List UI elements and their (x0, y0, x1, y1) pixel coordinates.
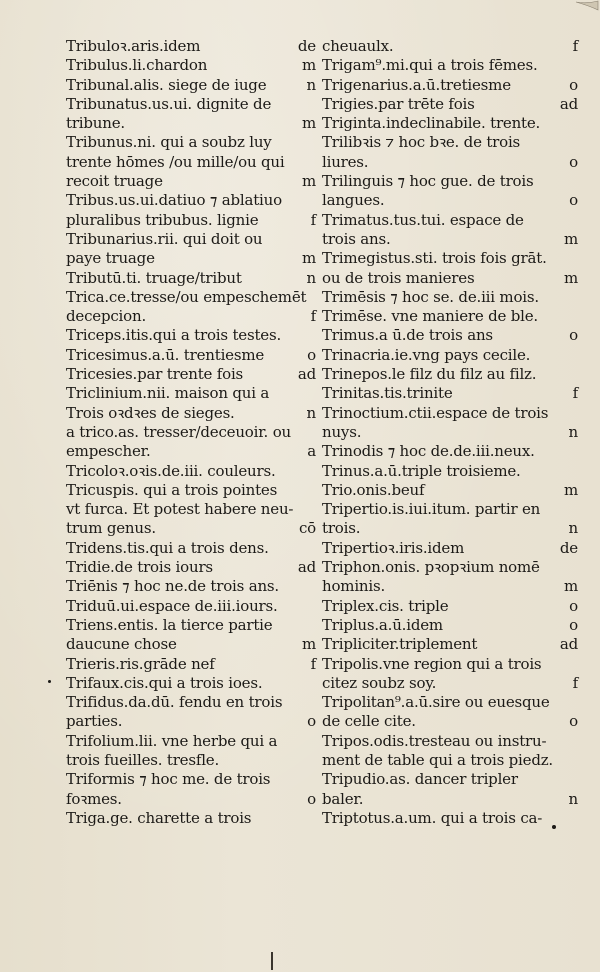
dictionary-line (322, 95, 578, 114)
entry-text: Triplex.cis. triple (322, 596, 449, 615)
entry-text: Tripliciter.triplement (322, 635, 478, 654)
dictionary-line (66, 76, 316, 95)
entry-text: Trinoctium.ctii.espace de trois (322, 403, 549, 422)
dictionary-line (322, 346, 578, 365)
entry-text: Tricoloꝛ.oꝛis.de.iii. couleurs. (66, 461, 276, 480)
dictionary-line (66, 153, 316, 172)
entry-text: Trifidus.da.dū. fendu en trois (66, 693, 283, 712)
entry-text: nuys. (322, 422, 362, 441)
grammar-mark: f (572, 384, 578, 403)
entry-text: Triptotus.a.um. qui a trois ca- (322, 808, 543, 827)
grammar-mark: o (569, 615, 578, 634)
dictionary-line (66, 462, 316, 481)
entry-text: Tripolitan⁹.a.ū.sire ou euesque (322, 693, 550, 712)
dictionary-line (322, 790, 578, 809)
grammar-mark: f (310, 210, 316, 229)
grammar-mark: m (563, 480, 578, 499)
dictionary-line (66, 95, 316, 114)
grammar-mark: de (297, 37, 316, 55)
grammar-mark: f (310, 654, 316, 673)
dictionary-line (322, 423, 578, 442)
dictionary-line (322, 693, 578, 712)
entry-text: Tridens.tis.qui a trois dens. (66, 538, 269, 557)
dictionary-line (66, 307, 316, 326)
grammar-mark: m (563, 229, 578, 248)
dictionary-line (322, 114, 578, 133)
dictionary-line (322, 481, 578, 500)
entry-text: Triga.ge. charette a trois (66, 808, 252, 827)
entry-text: Tricesimus.a.ū. trentiesme (66, 345, 265, 364)
grammar-mark: ad (559, 635, 578, 654)
entry-text: Trifaux.cis.qui a trois ioes. (66, 673, 263, 692)
dictionary-line (66, 442, 316, 461)
dictionary-line (322, 191, 578, 210)
entry-text: Trimus.a ū.de trois ans (322, 326, 493, 345)
entry-text: recoit truage (66, 172, 163, 191)
entry-text: decepcion. (66, 307, 147, 326)
dictionary-line (66, 597, 316, 616)
entry-text: daucune chose (66, 635, 177, 654)
entry-text: a trico.as. tresser/deceuoir. ou (66, 422, 291, 441)
entry-text: liures. (322, 152, 369, 171)
entry-text: Tribunus.ni. qui a soubz luy (66, 133, 272, 152)
dictionary-line (66, 288, 316, 307)
entry-text: Trio.onis.beuf (322, 480, 425, 499)
entry-text: baler. (322, 789, 364, 808)
grammar-mark: cō (298, 519, 316, 538)
entry-text: Tripertio.is.iui.itum. partir en (322, 500, 541, 519)
entry-text: Tribulus.li.chardon (66, 56, 208, 75)
entry-text: Trigies.par trēte fois (322, 94, 475, 113)
entry-text: Tripudio.as. dancer tripler (322, 770, 518, 789)
entry-text: Triformis ⁊ hoc me. de trois (66, 770, 271, 789)
grammar-mark: o (569, 326, 578, 345)
entry-text: Triēnis ⁊ hoc ne.de trois ans. (66, 577, 279, 596)
entry-text: foꝛmes. (66, 789, 122, 808)
entry-text: Trica.ce.tresse/ou empeschemēt (66, 287, 307, 306)
entry-text: Trigenarius.a.ū.tretiesme (322, 75, 511, 94)
grammar-mark: n (306, 403, 316, 422)
dictionary-line (322, 153, 578, 172)
entry-text: Trimatus.tus.tui. espace de (322, 210, 524, 229)
dictionary-line (66, 674, 316, 693)
entry-text: paye truage (66, 249, 155, 268)
dictionary-line (322, 462, 578, 481)
ink-dot (48, 680, 51, 683)
entry-text: langues. (322, 191, 385, 210)
grammar-mark: m (301, 114, 316, 133)
dictionary-line (322, 500, 578, 519)
grammar-mark: m (563, 268, 578, 287)
entry-text: Trinitas.tis.trinite (322, 384, 453, 403)
dictionary-line (322, 732, 578, 751)
entry-text: Tricuspis. qui a trois pointes (66, 480, 278, 499)
grammar-mark: m (301, 56, 316, 75)
grammar-mark: n (306, 75, 316, 94)
grammar-mark: o (307, 789, 316, 808)
grammar-mark: o (569, 75, 578, 94)
dictionary-line (322, 674, 578, 693)
entry-text: Tributū.ti. truage/tribut (66, 268, 242, 287)
dictionary-line (66, 577, 316, 596)
entry-text: empescher. (66, 442, 151, 461)
dictionary-line (322, 56, 578, 75)
entry-text: ou de trois manieres (322, 268, 475, 287)
dictionary-line (66, 732, 316, 751)
left-column (66, 37, 316, 828)
dictionary-line (66, 809, 316, 828)
dictionary-line (66, 172, 316, 191)
grammar-mark: o (569, 596, 578, 615)
entry-text: Tricesies.par trente fois (66, 365, 244, 384)
entry-text: cheuaulx. (322, 37, 394, 55)
entry-text: Triduū.ui.espace de.iii.iours. (66, 596, 278, 615)
dictionary-line (66, 326, 316, 345)
entry-text: de celle cite. (322, 712, 416, 731)
dictionary-line (322, 230, 578, 249)
dictionary-line (66, 751, 316, 770)
entry-text: Trimegistus.sti. trois fois grāt. (322, 249, 547, 268)
entry-text: citez soubz soy. (322, 673, 437, 692)
grammar-mark: n (306, 268, 316, 287)
dictionary-line (322, 326, 578, 345)
dictionary-line (66, 519, 316, 538)
grammar-mark: o (569, 152, 578, 171)
entry-text: Tripos.odis.tresteau ou instru- (322, 731, 547, 750)
entry-text: Tribunal.alis. siege de iuge (66, 75, 267, 94)
dictionary-line (66, 712, 316, 731)
dictionary-line (66, 230, 316, 249)
entry-text: trois. (322, 519, 361, 538)
dictionary-line (322, 597, 578, 616)
dictionary-line (322, 809, 578, 828)
grammar-mark: a (307, 442, 316, 461)
dictionary-line (66, 635, 316, 654)
entry-text: Tridie.de trois iours (66, 558, 213, 577)
grammar-mark: n (568, 422, 578, 441)
entry-text: Trimēsis ⁊ hoc se. de.iii mois. (322, 287, 539, 306)
dictionary-line (322, 442, 578, 461)
entry-text: trois fueilles. tresfle. (66, 750, 220, 769)
entry-text: Triphon.onis. pꝛopꝛium nomē (322, 558, 540, 577)
entry-text: ment de table qui a trois piedz. (322, 750, 553, 769)
grammar-mark: m (301, 249, 316, 268)
dictionary-line (66, 790, 316, 809)
dictionary-line (322, 519, 578, 538)
dictionary-line (66, 211, 316, 230)
entry-text: Tribus.us.ui.datiuo ⁊ ablatiuo (66, 191, 282, 210)
dictionary-line (66, 346, 316, 365)
dictionary-line (66, 114, 316, 133)
entry-text: Trilibꝛis ⁊ hoc bꝛe. de trois (322, 133, 521, 152)
entry-text: Trieris.ris.grāde nef (66, 654, 215, 673)
entry-text: Trimēse. vne maniere de ble. (322, 307, 538, 326)
dictionary-line (322, 751, 578, 770)
grammar-mark: o (569, 712, 578, 731)
dictionary-line (322, 770, 578, 789)
entry-text: Triens.entis. la tierce partie (66, 615, 273, 634)
dictionary-line (322, 269, 578, 288)
dictionary-line (66, 269, 316, 288)
entry-text: Triplus.a.ū.idem (322, 615, 443, 634)
ink-dot (552, 825, 556, 829)
grammar-mark: ad (297, 365, 316, 384)
dictionary-line (322, 712, 578, 731)
dictionary-line (66, 539, 316, 558)
entry-text: parties. (66, 712, 123, 731)
dictionary-line (66, 481, 316, 500)
entry-text: trum genus. (66, 519, 156, 538)
grammar-mark: m (301, 172, 316, 191)
grammar-mark: f (572, 673, 578, 692)
entry-text: vt furca. Et potest habere neu- (66, 500, 294, 519)
grammar-mark: n (568, 519, 578, 538)
entry-text: Tribuloꝛ.aris.idem (66, 37, 201, 55)
dictionary-line (66, 133, 316, 152)
dictionary-line (322, 384, 578, 403)
dictionary-line (66, 770, 316, 789)
grammar-mark: m (563, 577, 578, 596)
dictionary-line (66, 616, 316, 635)
grammar-mark: f (310, 307, 316, 326)
dictionary-line (322, 539, 578, 558)
dictionary-line (322, 172, 578, 191)
dictionary-line (66, 558, 316, 577)
grammar-mark: o (569, 191, 578, 210)
ink-mark (271, 952, 273, 970)
entry-text: Trois oꝛdꝛes de sieges. (66, 403, 235, 422)
entry-text: Trinus.a.ū.triple troisieme. (322, 461, 521, 480)
dictionary-line (66, 500, 316, 519)
grammar-mark: o (307, 345, 316, 364)
dictionary-line (322, 577, 578, 596)
entry-text: Tripertioꝛ.iris.idem (322, 538, 465, 557)
entry-text: pluralibus tribubus. lignie (66, 210, 259, 229)
entry-text: Tribunarius.rii. qui doit ou (66, 229, 263, 248)
entry-text: Tribunatus.us.ui. dignite de (66, 94, 272, 113)
dictionary-line (322, 288, 578, 307)
grammar-mark: o (307, 712, 316, 731)
entry-text: Triginta.indeclinabile. trente. (322, 114, 541, 133)
entry-text: hominis. (322, 577, 386, 596)
entry-text: Trifolium.lii. vne herbe qui a (66, 731, 278, 750)
entry-text: trois ans. (322, 229, 391, 248)
dictionary-line (66, 384, 316, 403)
entry-text: Trilinguis ⁊ hoc gue. de trois (322, 172, 534, 191)
grammar-mark: de (559, 538, 578, 557)
entry-text: Trigam⁹.mi.qui a trois fēmes. (322, 56, 538, 75)
grammar-mark: f (572, 37, 578, 55)
dictionary-line (322, 635, 578, 654)
dictionary-line (66, 404, 316, 423)
dictionary-line (322, 76, 578, 95)
grammar-mark: ad (559, 94, 578, 113)
entry-text: Trinacria.ie.vng pays cecile. (322, 345, 531, 364)
dictionary-line (322, 307, 578, 326)
dictionary-line (322, 655, 578, 674)
dictionary-line (322, 249, 578, 268)
dictionary-line (66, 191, 316, 210)
dictionary-line (66, 693, 316, 712)
entry-text: Triclinium.nii. maison qui a (66, 384, 270, 403)
page-corner-fold (572, 0, 600, 18)
right-column (322, 37, 578, 828)
dictionary-line (322, 558, 578, 577)
dictionary-line (66, 249, 316, 268)
dictionary-line (322, 616, 578, 635)
dictionary-line (322, 404, 578, 423)
entry-text: Triceps.itis.qui a trois testes. (66, 326, 282, 345)
dictionary-line (66, 37, 316, 56)
dictionary-line (66, 655, 316, 674)
dictionary-line (66, 365, 316, 384)
dictionary-line (322, 365, 578, 384)
entry-text: trente hōmes /ou mille/ou qui (66, 152, 285, 171)
dictionary-line (66, 56, 316, 75)
dictionary-line (322, 133, 578, 152)
entry-text: tribune. (66, 114, 125, 133)
grammar-mark: ad (297, 558, 316, 577)
dictionary-line (66, 423, 316, 442)
entry-text: Trinodis ⁊ hoc de.de.iii.neux. (322, 442, 535, 461)
entry-text: Tripolis.vne region qui a trois (322, 654, 542, 673)
dictionary-line (322, 37, 578, 56)
entry-text: Trinepos.le filz du filz au filz. (322, 365, 537, 384)
grammar-mark: m (301, 635, 316, 654)
grammar-mark: n (568, 789, 578, 808)
dictionary-line (322, 211, 578, 230)
